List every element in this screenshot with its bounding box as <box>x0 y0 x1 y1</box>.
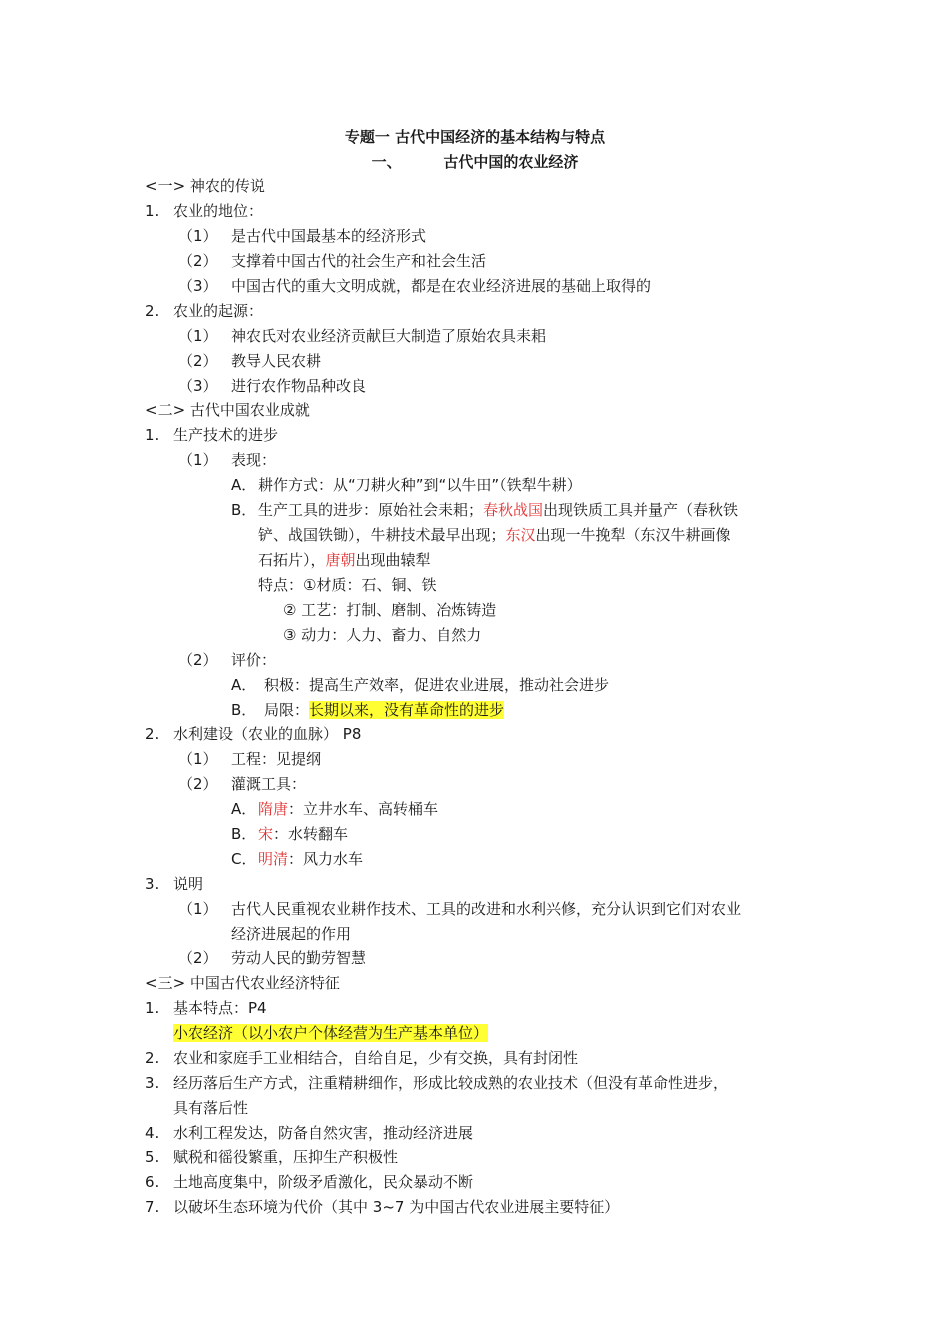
list-item: 水利工程发达，防备自然灾害，推动经济进展 <box>173 1124 474 1142</box>
letter-item-cont <box>258 524 731 546</box>
heading-achievements: <二> 古代中国农业成就 <box>145 401 310 419</box>
section-title: 一、 古代中国的农业经济 <box>371 153 579 171</box>
highlighted-line <box>173 1022 488 1044</box>
text-run: 局限： <box>264 701 310 719</box>
list-number: 4. <box>145 1124 160 1142</box>
text-run: 出现曲辕犁 <box>355 551 431 569</box>
text-run: 出现铁质工具并量产（春秋铁 <box>543 501 739 519</box>
list-item: 说明 <box>173 875 204 893</box>
letter-marker: A． <box>231 800 257 818</box>
letter-item <box>258 823 348 845</box>
list-item: 赋税和徭役繁重，压抑生产积极性 <box>173 1148 399 1166</box>
sub-item: 灌溉工具： <box>231 775 307 793</box>
text-run: 石拓片）， <box>258 551 326 569</box>
list-number: 3. <box>145 875 160 893</box>
sub-item: 神农氏对农业经济贡献巨大制造了原始农具耒耜 <box>231 327 547 345</box>
sub-item: 中国古代的重大文明成就，都是在农业经济进展的基础上取得的 <box>231 277 652 295</box>
list-item: 基本特点：P4 <box>173 999 267 1017</box>
red-period: 宋 <box>258 825 274 843</box>
list-item: 水利建设（农业的血脉） P8 <box>173 725 362 743</box>
red-period: 春秋战国 <box>483 501 544 519</box>
sub-number: （1） <box>178 327 218 345</box>
sub-item: 劳动人民的勤劳智慧 <box>231 949 367 967</box>
red-period: 隋唐 <box>258 800 289 818</box>
list-number: 1. <box>145 426 160 444</box>
letter-marker: B． <box>231 501 257 519</box>
list-number: 7. <box>145 1198 160 1216</box>
list-item: 土地高度集中，阶级矛盾激化，民众暴动不断 <box>173 1173 474 1191</box>
letter-item <box>258 798 438 820</box>
letter-item <box>258 499 738 521</box>
text-run: ：风力水车 <box>288 850 364 868</box>
feature-line: ③ 动力：人力、畜力、自然力 <box>283 626 482 644</box>
sub-number: （2） <box>178 651 218 669</box>
sub-item: 是古代中国最基本的经济形式 <box>231 227 427 245</box>
sub-item: 支撑着中国古代的社会生产和社会生活 <box>231 252 487 270</box>
text-run: ：立井水车、高转桶车 <box>288 800 439 818</box>
sub-item: 进行农作物品种改良 <box>231 377 367 395</box>
letter-marker: A． <box>231 676 257 694</box>
heading-features: <三> 中国古代农业经济特征 <box>145 974 340 992</box>
list-number: 2. <box>145 1049 160 1067</box>
sub-number: （1） <box>178 750 218 768</box>
letter-marker: B． <box>231 701 257 719</box>
sub-item-cont: 经济进展起的作用 <box>231 925 352 943</box>
list-item: 以破坏生态环境为代价（其中 3~7 为中国古代农业进展主要特征） <box>173 1198 620 1216</box>
letter-item-cont <box>258 549 431 571</box>
letter-marker: A． <box>231 476 257 494</box>
sub-number: （2） <box>178 352 218 370</box>
highlighted-text: 小农经济（以小农户个体经营为生产基本单位） <box>173 1024 489 1042</box>
highlighted-text: 长期以来，没有革命性的进步 <box>309 701 505 719</box>
letter-item <box>264 699 504 721</box>
feature-line: ② 工艺：打制、磨制、冶炼铸造 <box>283 601 497 619</box>
list-item: 生产技术的进步 <box>173 426 279 444</box>
red-period: 明清 <box>258 850 289 868</box>
list-item: 农业的地位： <box>173 202 264 220</box>
sub-number: （1） <box>178 900 218 918</box>
heading-shennong: <一> 神农的传说 <box>145 177 265 195</box>
sub-item: 评价： <box>231 651 277 669</box>
text-run: 出现一牛挽犁（东汉牛耕画像 <box>535 526 731 544</box>
letter-marker: B． <box>231 825 257 843</box>
list-item: 农业的起源： <box>173 302 264 320</box>
document-title: 专题一 古代中国经济的基本结构与特点 <box>344 128 606 146</box>
text-run: ：水转翻车 <box>273 825 349 843</box>
sub-number: （3） <box>178 377 218 395</box>
text-run: 生产工具的进步：原始社会耒耜； <box>258 501 484 519</box>
list-item: 经历落后生产方式，注重精耕细作，形成比较成熟的农业技术（但没有革命性进步， <box>173 1074 729 1092</box>
letter-marker: C． <box>231 850 257 868</box>
sub-number: （1） <box>178 451 218 469</box>
sub-item: 古代人民重视农业耕作技术、工具的改进和水利兴修，充分认识到它们对农业 <box>231 900 742 918</box>
list-item: 农业和家庭手工业相结合，自给自足，少有交换，具有封闭性 <box>173 1049 579 1067</box>
sub-item: 工程：见提纲 <box>231 750 322 768</box>
sub-item: 表现： <box>231 451 277 469</box>
list-number: 2. <box>145 725 160 743</box>
list-number: 3. <box>145 1074 160 1092</box>
list-number: 1. <box>145 999 160 1017</box>
sub-number: （2） <box>178 775 218 793</box>
list-number: 2. <box>145 302 160 320</box>
red-period: 东汉 <box>505 526 536 544</box>
letter-item: 耕作方式：从“刀耕火种”到“以牛田”（铁犁牛耕） <box>258 476 582 494</box>
list-number: 6. <box>145 1173 160 1191</box>
text-run: 铲、战国铁锄），牛耕技术最早出现； <box>258 526 506 544</box>
sub-number: （2） <box>178 252 218 270</box>
red-period: 唐朝 <box>325 551 356 569</box>
list-number: 5. <box>145 1148 160 1166</box>
letter-item <box>258 848 363 870</box>
letter-item: 积极：提高生产效率，促进农业进展，推动社会进步 <box>264 676 610 694</box>
feature-line: 特点：①材质：石、铜、铁 <box>258 576 437 594</box>
sub-number: （1） <box>178 227 218 245</box>
list-number: 1. <box>145 202 160 220</box>
sub-number: （2） <box>178 949 218 967</box>
sub-item: 教导人民农耕 <box>231 352 322 370</box>
sub-number: （3） <box>178 277 218 295</box>
list-item-cont: 具有落后性 <box>173 1099 249 1117</box>
